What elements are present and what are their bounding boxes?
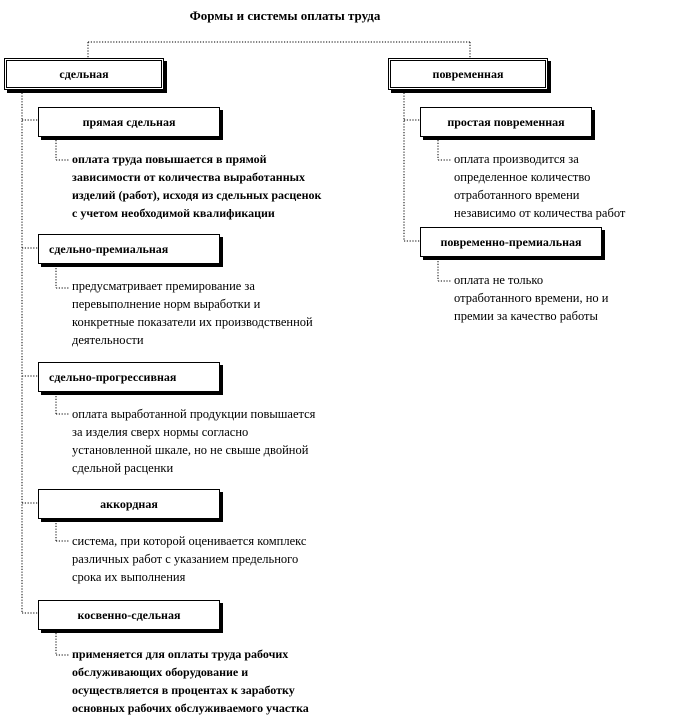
desc-line: оплата не только	[454, 273, 544, 287]
form-box-time-based	[388, 58, 548, 90]
system-box-time-bonus	[420, 227, 602, 257]
desc-line: за изделия сверх нормы согласно	[72, 425, 249, 439]
desc-line: применяется для оплаты труда рабочих	[72, 647, 289, 661]
system-description	[72, 645, 309, 717]
desc-line: премии за качество работы	[454, 309, 598, 323]
desc-line: сдельной расценки	[72, 461, 174, 475]
system-box-indirect-piecework	[38, 600, 220, 630]
desc-line: осуществляется в процентах к заработку	[72, 683, 295, 697]
desc-line: изделий (работ), исходя из сдельных расценок	[72, 188, 322, 202]
system-label: сдельно-премиальная	[49, 241, 169, 256]
system-box-piecework-bonus	[38, 234, 220, 264]
system-description	[72, 532, 306, 586]
desc-line: оплата выработанной продукции повышается	[72, 407, 316, 421]
system-description	[72, 405, 315, 477]
desc-line: отработанного времени, но и	[454, 291, 609, 305]
form-box-piecework	[4, 58, 164, 90]
desc-line: основных рабочих обслуживаемого участка	[72, 701, 309, 715]
desc-line: оплата производится за	[454, 152, 579, 166]
desc-line: определенное количество	[454, 170, 591, 184]
system-box-piecework-progressive	[38, 362, 220, 392]
desc-line: обслуживающих оборудование и	[72, 665, 249, 679]
desc-line: с учетом необходимой квалификации	[72, 206, 275, 220]
system-box-simple-time	[420, 107, 592, 137]
desc-line: различных работ с указанием предельного	[72, 552, 299, 566]
desc-line: оплата труда повышается в прямой	[72, 152, 267, 166]
system-description	[454, 150, 625, 222]
system-description	[72, 277, 313, 349]
system-box-lump-sum	[38, 489, 220, 519]
desc-line: конкретные показатели их производственной	[72, 315, 313, 329]
system-label: повременно-премиальная	[440, 234, 582, 249]
desc-line: система, при которой оценивается комплекс	[72, 534, 307, 548]
desc-line: срока их выполнения	[72, 570, 186, 584]
desc-line: зависимости от количества выработанных	[72, 170, 305, 184]
desc-line: деятельности	[72, 333, 144, 347]
system-description	[72, 150, 321, 222]
system-label: косвенно-сдельная	[77, 607, 181, 622]
diagram-title: Формы и системы оплаты труда	[189, 8, 381, 23]
system-box-direct-piecework	[38, 107, 220, 137]
system-label: сдельно-прогрессивная	[49, 369, 177, 384]
desc-line: установленной шкале, но не свыше двойной	[72, 443, 309, 457]
desc-line: предусматривает премирование за	[72, 279, 255, 293]
system-description	[454, 271, 608, 325]
form-label: сдельная	[59, 66, 109, 81]
form-label: повременная	[432, 66, 504, 81]
system-label: простая повременная	[447, 114, 565, 129]
system-label: аккордная	[100, 496, 158, 511]
desc-line: отработанного времени	[454, 188, 580, 202]
desc-line: перевыполнение норм выработки и	[72, 297, 261, 311]
desc-line: независимо от количества работ	[454, 206, 626, 220]
system-label: прямая сдельная	[82, 114, 176, 129]
